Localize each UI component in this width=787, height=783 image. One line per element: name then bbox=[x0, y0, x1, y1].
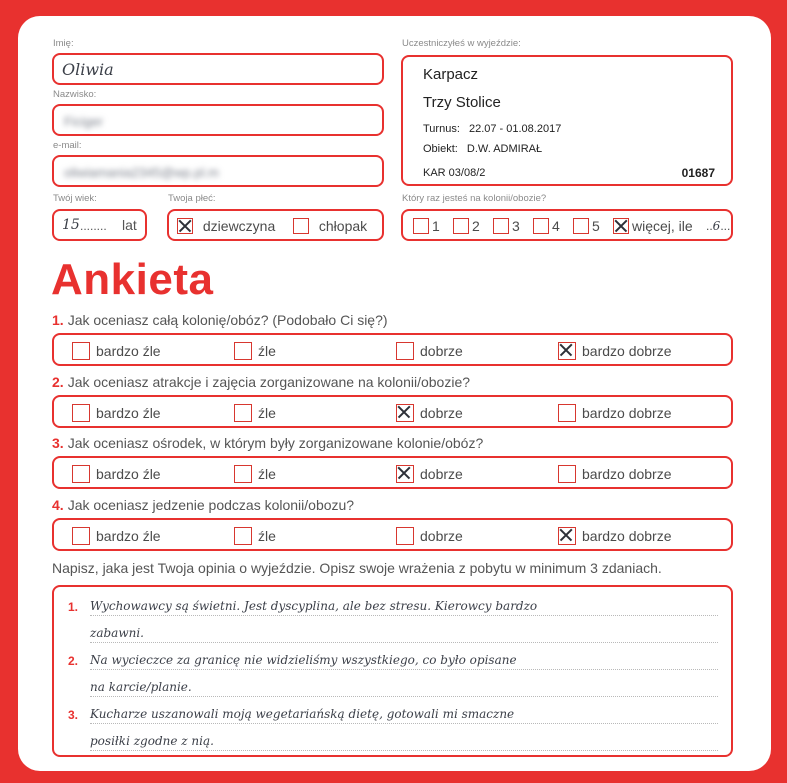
handwritten-line: zabawni. bbox=[90, 626, 144, 640]
checkbox[interactable] bbox=[234, 465, 252, 483]
rating-option[interactable] bbox=[72, 404, 161, 422]
gender-field bbox=[167, 209, 384, 241]
trip-program: Trzy Stolice bbox=[423, 94, 501, 111]
checkbox[interactable] bbox=[413, 218, 429, 234]
opinion-prompt: Napisz, jaka jest Twoja opinia o wyjeździe. Opisz swoje wrażenia z pobytu w minimum 3 zdaniach. bbox=[52, 560, 662, 576]
count-option-label: 2 bbox=[472, 218, 480, 235]
rating-option[interactable] bbox=[558, 404, 672, 422]
count-option[interactable] bbox=[493, 217, 520, 234]
checkbox[interactable] bbox=[533, 218, 549, 234]
rating-option[interactable] bbox=[558, 465, 672, 483]
count-option[interactable] bbox=[573, 217, 600, 234]
rating-label: bardzo źle bbox=[96, 528, 161, 545]
name-label: Imię: bbox=[53, 38, 74, 49]
trip-destination: Karpacz bbox=[423, 66, 479, 83]
trip-label: Uczestniczyłeś w wyjeździe: bbox=[402, 38, 521, 49]
question-text bbox=[52, 497, 354, 513]
age-label: Twój wiek: bbox=[53, 193, 97, 204]
question-label: Jak oceniasz ośrodek, w którym były zorganizowane kolonie/obóz? bbox=[67, 435, 484, 451]
rating-label: bardzo dobrze bbox=[582, 405, 672, 422]
checkbox[interactable] bbox=[72, 404, 90, 422]
checkbox[interactable] bbox=[234, 342, 252, 360]
checkbox[interactable] bbox=[396, 404, 414, 422]
question-number: 3. bbox=[52, 435, 64, 451]
checkbox[interactable] bbox=[293, 218, 309, 234]
checkbox[interactable] bbox=[72, 465, 90, 483]
page-title: Ankieta bbox=[51, 255, 214, 304]
rating-label: bardzo dobrze bbox=[582, 528, 672, 545]
ruled-line bbox=[90, 696, 718, 697]
age-dots: ........ bbox=[80, 219, 107, 233]
age-unit: lat bbox=[122, 217, 137, 233]
count-more-value: 6 bbox=[712, 219, 721, 233]
checkbox[interactable] bbox=[396, 465, 414, 483]
rating-label: źle bbox=[258, 405, 276, 422]
rating-label: dobrze bbox=[420, 405, 463, 422]
question-label: Jak oceniasz jedzenie podczas kolonii/obozu? bbox=[67, 497, 355, 513]
opinion-line-number: 3. bbox=[68, 708, 79, 722]
checkbox[interactable] bbox=[396, 342, 414, 360]
rating-option[interactable] bbox=[558, 527, 672, 545]
checkbox[interactable] bbox=[558, 342, 576, 360]
rating-label: bardzo źle bbox=[96, 466, 161, 483]
count-more-field bbox=[706, 219, 730, 233]
count-option-label: 3 bbox=[512, 218, 520, 235]
rating-option[interactable] bbox=[396, 404, 463, 422]
question-text bbox=[52, 312, 388, 328]
rating-label: bardzo dobrze bbox=[582, 466, 672, 483]
surname-value: Ficiger bbox=[64, 114, 104, 129]
rating-option[interactable] bbox=[234, 527, 276, 545]
checkbox[interactable] bbox=[558, 404, 576, 422]
rating-row bbox=[52, 395, 733, 428]
count-option[interactable] bbox=[613, 217, 693, 234]
turnus-row bbox=[423, 123, 561, 135]
age-field[interactable] bbox=[52, 209, 147, 241]
rating-option[interactable] bbox=[396, 465, 463, 483]
ruled-line bbox=[90, 750, 718, 751]
rating-option[interactable] bbox=[234, 404, 276, 422]
name-field[interactable] bbox=[52, 53, 384, 85]
rating-option[interactable] bbox=[72, 342, 161, 360]
gender-label: Twoja płeć: bbox=[168, 193, 216, 204]
checkbox[interactable] bbox=[613, 218, 629, 234]
count-option[interactable] bbox=[413, 217, 440, 234]
checkbox[interactable] bbox=[72, 527, 90, 545]
handwritten-line: Wychowawcy są świetni. Jest dyscyplina, ale bez stresu. Kierowcy bardzo bbox=[90, 599, 538, 613]
name-value: Oliwia bbox=[62, 60, 114, 79]
rating-label: dobrze bbox=[420, 466, 463, 483]
rating-option[interactable] bbox=[234, 342, 276, 360]
count-option[interactable] bbox=[453, 217, 480, 234]
count-more-tail: ... bbox=[720, 219, 731, 233]
trip-code: KAR 03/08/2 bbox=[423, 167, 486, 179]
gender-option-label: chłopak bbox=[318, 218, 368, 235]
question-text bbox=[52, 374, 470, 390]
count-more-dots: .. bbox=[706, 219, 713, 233]
question-text bbox=[52, 435, 483, 451]
question-label: Jak oceniasz atrakcje i zajęcia zorganizowane na kolonii/obozie? bbox=[67, 374, 471, 390]
count-option-label: 1 bbox=[432, 218, 440, 235]
rating-row bbox=[52, 518, 733, 551]
rating-option[interactable] bbox=[72, 527, 161, 545]
rating-option[interactable] bbox=[234, 465, 276, 483]
count-option-label: więcej, ile bbox=[632, 218, 693, 235]
surname-field[interactable] bbox=[52, 104, 384, 136]
opinion-line-number: 1. bbox=[68, 600, 79, 614]
checkbox[interactable] bbox=[493, 218, 509, 234]
handwritten-line: posiłki zgodne z nią. bbox=[90, 734, 214, 748]
gender-option-boy[interactable] bbox=[293, 217, 367, 234]
rating-option[interactable] bbox=[396, 342, 463, 360]
rating-option[interactable] bbox=[396, 527, 463, 545]
handwritten-line: Na wycieczce za granicę nie widzieliśmy wszystkiego, co było opisane bbox=[90, 653, 517, 667]
rating-label: źle bbox=[258, 528, 276, 545]
gender-option-label: dziewczyna bbox=[202, 218, 276, 235]
checkbox[interactable] bbox=[177, 218, 193, 234]
count-field bbox=[401, 209, 733, 241]
email-field[interactable] bbox=[52, 155, 384, 187]
rating-label: źle bbox=[258, 343, 276, 360]
rating-option[interactable] bbox=[558, 342, 672, 360]
obiekt-value: D.W. ADMIRAŁ bbox=[466, 143, 543, 155]
ruled-line bbox=[90, 723, 718, 724]
surname-label: Nazwisko: bbox=[53, 89, 97, 100]
count-label: Który raz jesteś na kolonii/obozie? bbox=[402, 193, 547, 204]
rating-label: źle bbox=[258, 466, 276, 483]
obiekt-row bbox=[423, 143, 542, 155]
age-value: 15 bbox=[62, 217, 80, 233]
count-option-label: 4 bbox=[552, 218, 560, 235]
obiekt-label: Obiekt: bbox=[423, 143, 458, 155]
ruled-line bbox=[90, 669, 718, 670]
rating-label: dobrze bbox=[420, 528, 463, 545]
email-label: e-mail: bbox=[53, 140, 82, 151]
question-number: 4. bbox=[52, 497, 64, 513]
turnus-value: 22.07 - 01.08.2017 bbox=[468, 123, 562, 135]
ruled-line bbox=[90, 642, 718, 643]
rating-label: bardzo dobrze bbox=[582, 343, 672, 360]
rating-row bbox=[52, 456, 733, 489]
count-option[interactable] bbox=[533, 217, 560, 234]
form-number: 01687 bbox=[681, 166, 715, 180]
checkbox[interactable] bbox=[558, 465, 576, 483]
opinion-line-number: 2. bbox=[68, 654, 79, 668]
checkbox[interactable] bbox=[396, 527, 414, 545]
checkbox[interactable] bbox=[72, 342, 90, 360]
gender-option-girl[interactable] bbox=[177, 217, 275, 234]
question-number: 2. bbox=[52, 374, 64, 390]
opinion-field[interactable] bbox=[52, 585, 733, 757]
question-number: 1. bbox=[52, 312, 64, 328]
checkbox[interactable] bbox=[234, 527, 252, 545]
checkbox[interactable] bbox=[558, 527, 576, 545]
checkbox[interactable] bbox=[453, 218, 469, 234]
trip-info-box bbox=[401, 55, 733, 186]
handwritten-line: na karcie/planie. bbox=[90, 680, 192, 694]
rating-option[interactable] bbox=[72, 465, 161, 483]
rating-label: dobrze bbox=[420, 343, 463, 360]
rating-row bbox=[52, 333, 733, 366]
count-option-label: 5 bbox=[592, 218, 600, 235]
checkbox[interactable] bbox=[573, 218, 589, 234]
checkbox[interactable] bbox=[234, 404, 252, 422]
rating-label: bardzo źle bbox=[96, 405, 161, 422]
rating-label: bardzo źle bbox=[96, 343, 161, 360]
ruled-line bbox=[90, 615, 718, 616]
turnus-label: Turnus: bbox=[423, 123, 460, 135]
email-value: oliwiamania2345@wp.pl.m bbox=[64, 165, 219, 180]
question-label: Jak oceniasz całą kolonię/obóz? (Podobało Ci się?) bbox=[67, 312, 388, 328]
handwritten-line: Kucharze uszanowali moją wegetariańską dietę, gotowali mi smaczne bbox=[90, 707, 515, 721]
